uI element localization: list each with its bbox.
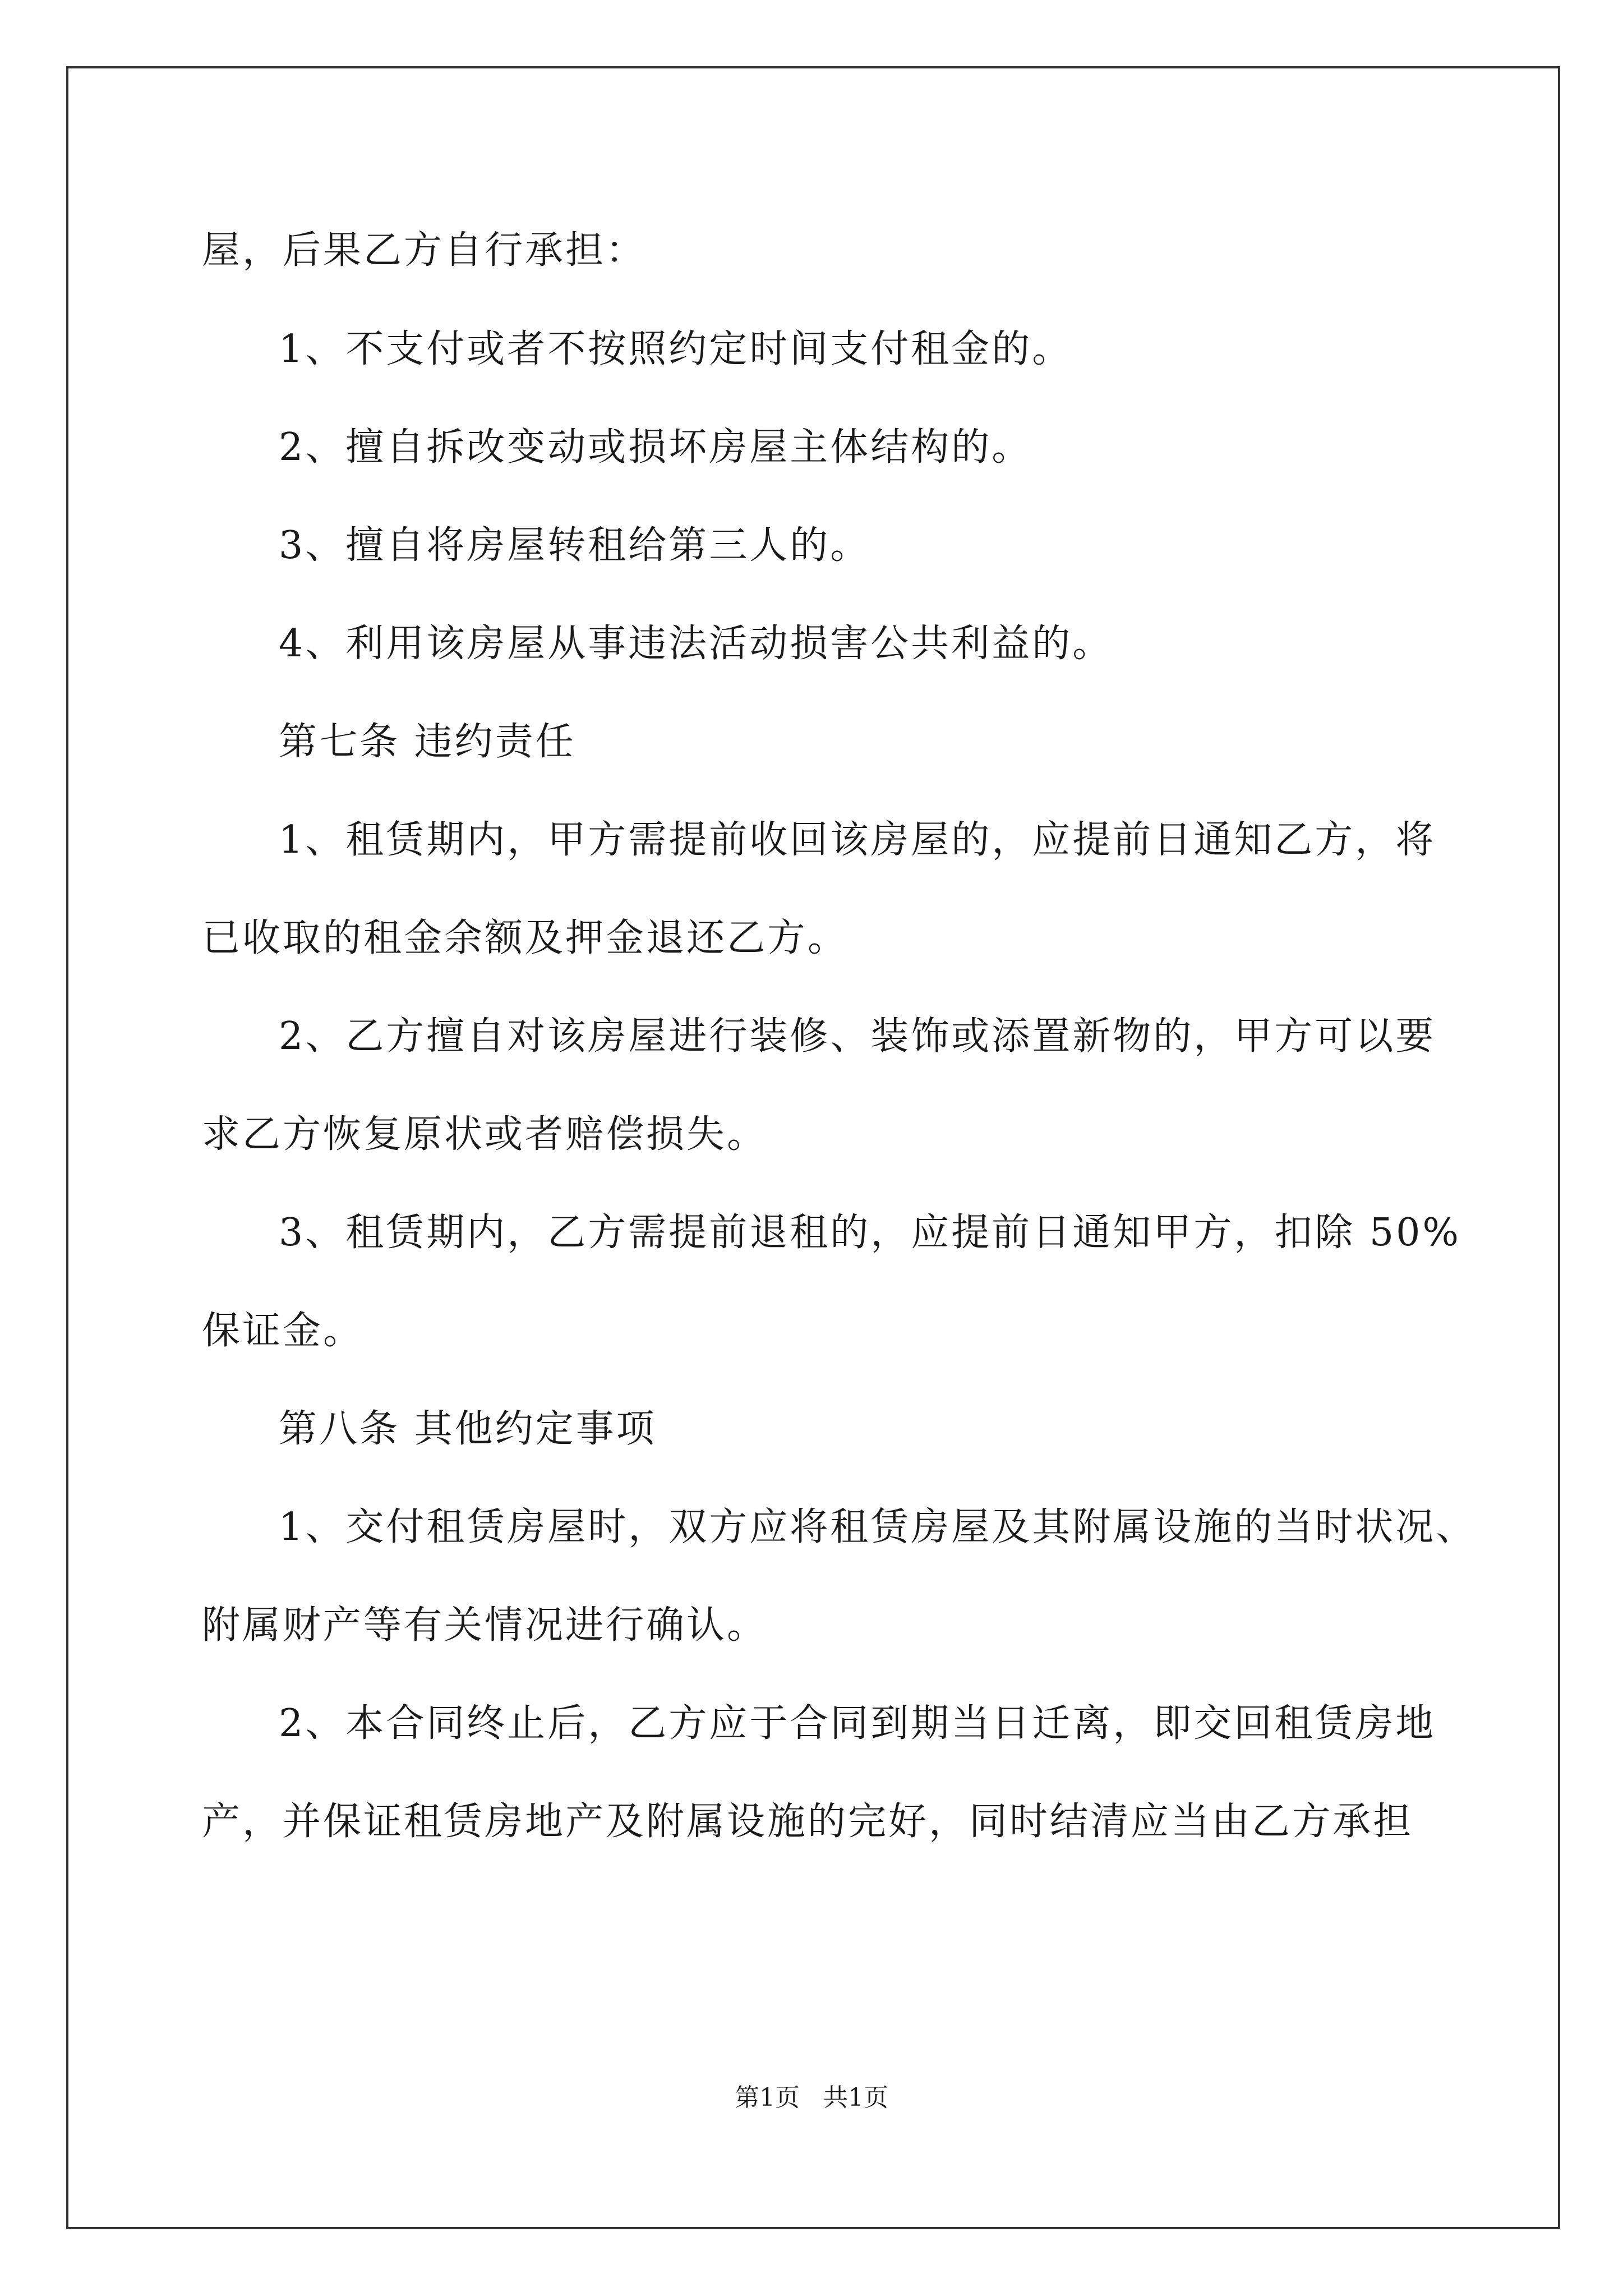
page-footer: 第1页 共1页 (735, 2083, 888, 2112)
paragraph-line: 求乙方恢复原状或者赔偿损失。 (202, 1112, 768, 1157)
list-item: 1、不支付或者不按照约定时间支付租金的。 (279, 327, 1073, 371)
list-item: 2、擅自拆改变动或损坏房屋主体结构的。 (279, 425, 1032, 470)
list-item: 1、租赁期内，甲方需提前收回该房屋的，应提前日通知乙方，将 (279, 818, 1436, 862)
list-item: 3、租赁期内，乙方需提前退租的，应提前日通知甲方，扣除 50% (279, 1211, 1461, 1255)
paragraph-line: 屋，后果乙方自行承担： (202, 228, 647, 273)
section-heading: 第八条 其他约定事项 (279, 1407, 657, 1451)
paragraph-line: 已收取的租金余额及押金退还乙方。 (202, 916, 849, 960)
list-item: 1、交付租赁房屋时，双方应将租赁房屋及其附属设施的当时状况、 (279, 1505, 1477, 1549)
paragraph-line: 附属财产等有关情况进行确认。 (202, 1603, 768, 1648)
paragraph-line: 产，并保证租赁房地产及附属设施的完好，同时结清应当由乙方承担 (202, 1800, 1414, 1844)
list-item: 2、本合同终止后，乙方应于合同到期当日迁离，即交回租赁房地 (279, 1701, 1436, 1746)
paragraph-line: 保证金。 (202, 1309, 364, 1353)
list-item: 4、利用该房屋从事违法活动损害公共利益的。 (279, 622, 1113, 666)
list-item: 2、乙方擅自对该房屋进行装修、装饰或添置新物的，甲方可以要 (279, 1014, 1436, 1059)
section-heading: 第七条 违约责任 (279, 720, 576, 764)
list-item: 3、擅自将房屋转租给第三人的。 (279, 523, 871, 568)
